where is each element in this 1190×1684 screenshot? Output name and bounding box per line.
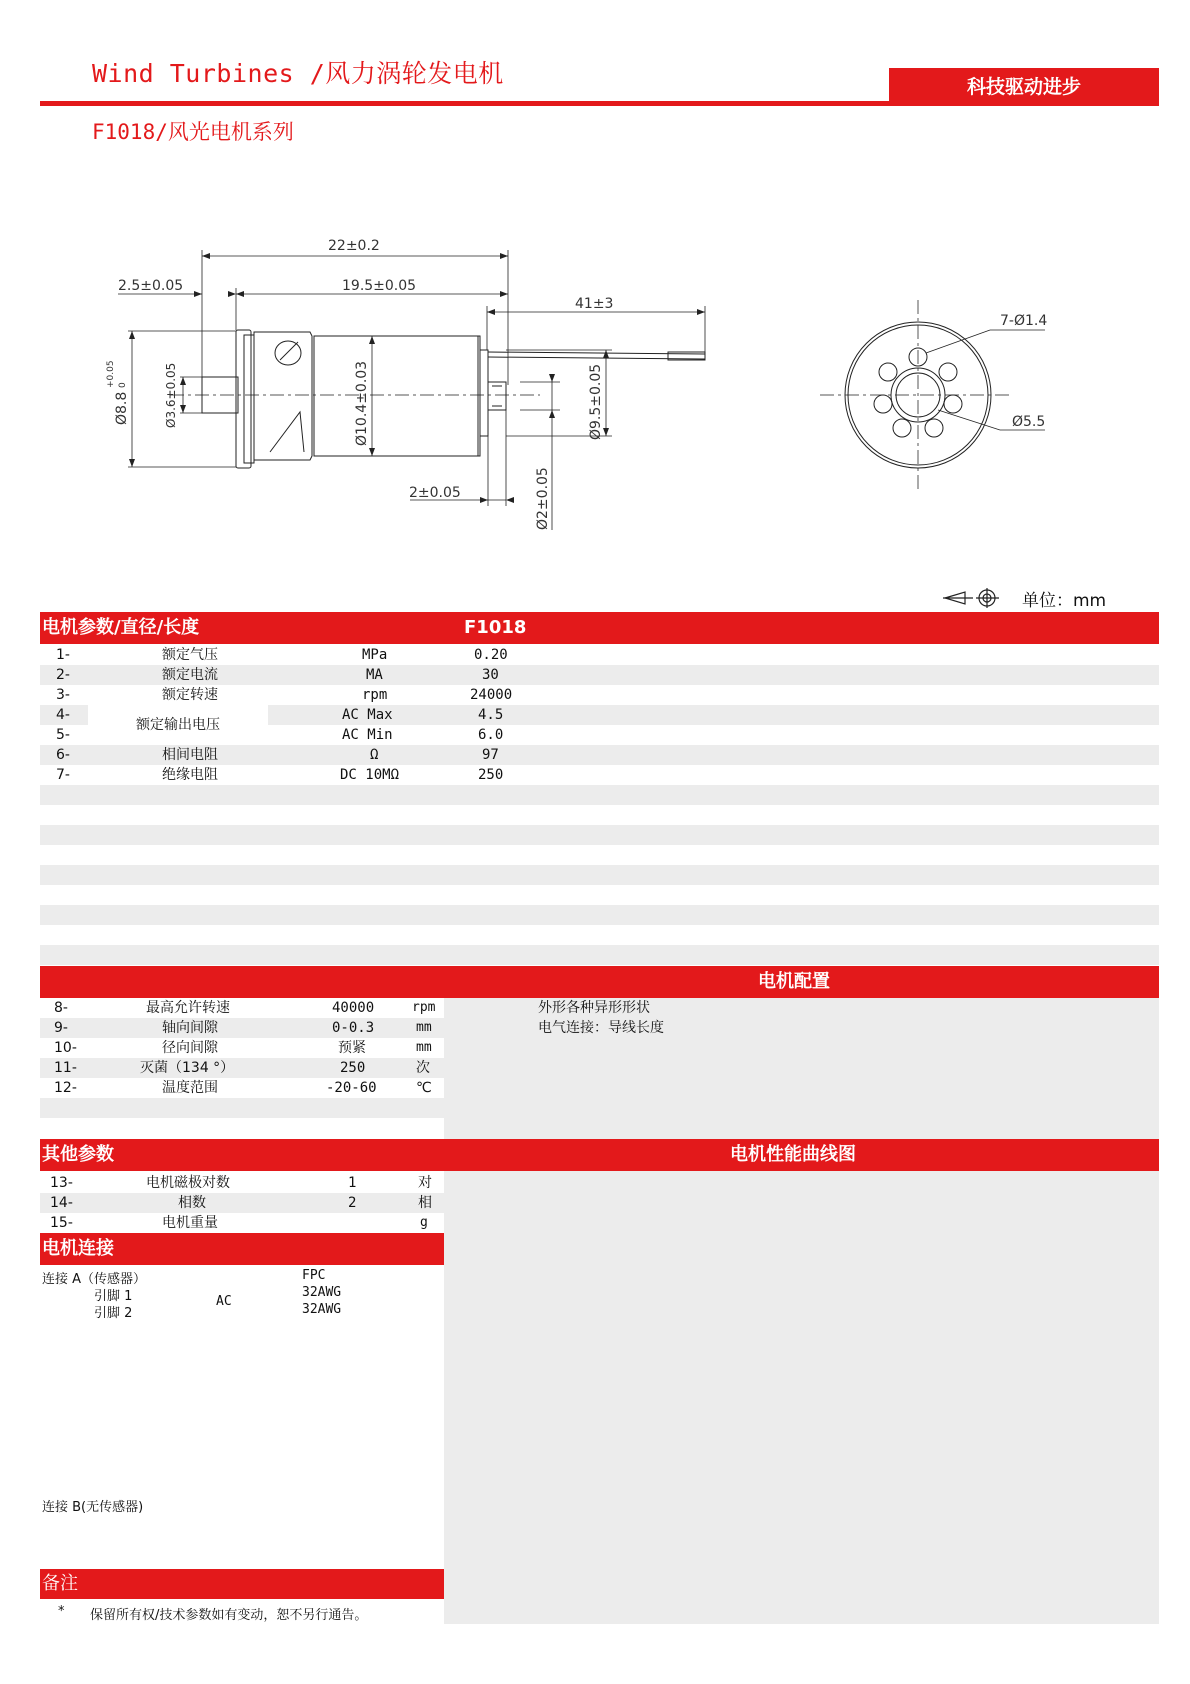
- config-lines: [538, 998, 664, 1038]
- config-line: 外形各种异形形状: [538, 1000, 650, 1016]
- port-slot: [270, 412, 304, 452]
- table-row: 7- 绝缘电阻 DC 10MΩ 250: [56, 767, 504, 783]
- pin-2-wire: 32AWG: [302, 1302, 342, 1317]
- connection-b-label: 连接 B(无传感器): [42, 1500, 144, 1515]
- empty-row: [40, 1098, 444, 1118]
- table-row: 1- 额定气压 MPa 0.20: [56, 647, 508, 663]
- dim-19-5: 19.5±0.05: [342, 278, 417, 294]
- technical-drawing: [0, 220, 1190, 550]
- dim-2: 2±0.05: [409, 485, 461, 501]
- notes-text: 保留所有权/技术参数如有变动，恕不另行通告。: [90, 1608, 368, 1623]
- dim-8-8-tol-dn: 0: [118, 382, 128, 388]
- rear-cap: [480, 350, 488, 436]
- table-row: 5- AC Min 6.0: [56, 727, 504, 743]
- empty-row: [40, 905, 1159, 925]
- table-row: 4- AC Max 4.5: [40, 705, 1159, 725]
- motor-params-header: [40, 612, 1159, 644]
- table-row: 8- 最高允许转速 40000 rpm: [54, 1000, 436, 1016]
- slogan-text: 科技驱动进步: [966, 76, 1081, 98]
- empty-row: [40, 945, 1159, 965]
- table-row: 3- 额定转速 rpm 24000: [56, 687, 513, 703]
- dim-10-4: Ø10.4±0.03: [354, 360, 370, 446]
- dim-9-5: Ø9.5±0.05: [588, 363, 604, 440]
- port-hole: [275, 341, 301, 365]
- series-subtitle: F1018/风光电机系列: [92, 120, 294, 144]
- units-label: 单位：mm: [1022, 591, 1107, 611]
- notes-star: *: [58, 1604, 65, 1619]
- page-title: Wind Turbines /风力涡轮发电机: [92, 59, 504, 88]
- dim-22: 22±0.2: [328, 238, 380, 254]
- model-code: F1018: [464, 617, 527, 638]
- dim-holes: 7-Ø1.4: [1000, 313, 1048, 329]
- connection-a-label: 连接 A（传感器）: [42, 1272, 147, 1287]
- dim-3-6: Ø3.6±0.05: [164, 362, 178, 428]
- notes-header: [40, 1569, 444, 1599]
- motor-body: [314, 336, 480, 456]
- table-row: 14- 相数 2 相: [40, 1193, 444, 1213]
- table-row: 6- 相间电阻 Ω 97: [40, 745, 1159, 765]
- dim-41: 41±3: [575, 296, 614, 312]
- pin-1-wire: 32AWG: [302, 1285, 342, 1300]
- connection-a-type: FPC: [302, 1268, 326, 1283]
- curve-title: 电机性能曲线图: [730, 1144, 856, 1165]
- table-row: 11- 灭菌（134 °） 250 次: [40, 1058, 444, 1078]
- other-params-title: 其他参数: [42, 1144, 114, 1165]
- right-panel: [444, 998, 1159, 1624]
- notes-title: 备注: [42, 1573, 78, 1594]
- projection-symbol-icon: [943, 588, 1001, 608]
- dim-2-dia: Ø2±0.05: [535, 467, 551, 530]
- table-row: 15- 电机重量 g: [50, 1215, 428, 1231]
- table-row: 10- 径向间隙 预紧 mm: [54, 1040, 432, 1056]
- empty-row: [40, 785, 1159, 805]
- merged-cell-output-voltage: 额定输出电压: [88, 705, 268, 745]
- config-title: 电机配置: [758, 971, 830, 992]
- dim-8-8-tol-up: +0.05: [106, 360, 116, 388]
- table-row: 9- 轴向间隙 0-0.3 mm: [40, 1018, 444, 1038]
- empty-row: [40, 865, 1159, 885]
- pin-1: 引脚 1: [94, 1289, 133, 1304]
- empty-row: [40, 825, 1159, 845]
- connection-title: 电机连接: [42, 1238, 114, 1259]
- pin-2: 引脚 2: [94, 1306, 133, 1321]
- pin-ac: AC: [216, 1294, 232, 1309]
- table-row: 12- 温度范围 -20-60 ℃: [54, 1080, 432, 1096]
- slogan-badge: [889, 68, 1159, 106]
- table-row: 2- 额定电流 MA 30: [40, 665, 1159, 685]
- dim-2-5: 2.5±0.05: [118, 278, 184, 294]
- dim-5-5: Ø5.5: [1012, 414, 1046, 430]
- motor-params-title: 电机参数/直径/长度: [42, 617, 200, 638]
- config-header: [40, 966, 1159, 998]
- flange-inner: [244, 335, 254, 463]
- dim-8-8: Ø8.8: [114, 391, 130, 425]
- other-params-header: [40, 1139, 1159, 1171]
- connection-header: [40, 1233, 444, 1265]
- table-row: 13- 电机磁极对数 1 对: [50, 1175, 432, 1191]
- config-line: 电气连接：导线长度: [538, 1020, 664, 1036]
